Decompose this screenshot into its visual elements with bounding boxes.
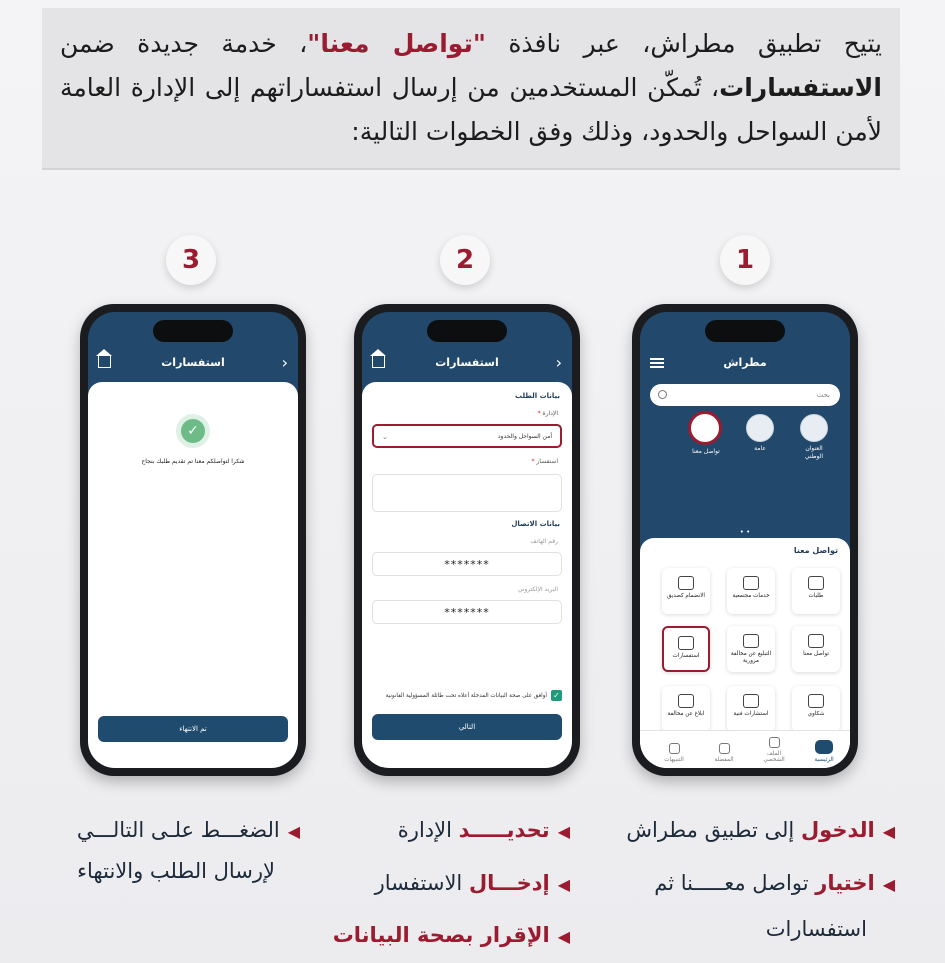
- bottom-navigation: [640, 730, 850, 768]
- consent-text: أوافق على صحة البيانات المدخلة أعلاه تحت طائلة المسؤولية القانونية: [385, 693, 547, 699]
- bullet-arrow-icon: ◀: [287, 822, 300, 841]
- phone-step-2: [354, 304, 580, 776]
- success-check-icon: ✓: [176, 414, 210, 448]
- chevron-down-icon: ⌄: [382, 433, 388, 441]
- phone1-content-panel: [640, 538, 850, 768]
- caption-step3-line2: لإرسال الطلب والانتهاء: [77, 859, 275, 883]
- phone2-topbar: [362, 348, 572, 378]
- chat-bubbles-icon: [688, 411, 722, 445]
- tile-join-as-friend[interactable]: الانضمام كصديق: [662, 568, 710, 614]
- inquiry-textarea[interactable]: [372, 474, 562, 512]
- inquiry-label: استفسار *: [531, 458, 558, 465]
- home-icon: [815, 740, 833, 754]
- carousel-dots: • •: [739, 528, 751, 536]
- caption-step2-line2: ◀إدخـــال الاستفسار: [374, 871, 570, 895]
- search-icon: [658, 390, 667, 399]
- tile-report-violation[interactable]: ابلاغ عن مخالفة: [662, 686, 710, 732]
- quick-item-contact-us[interactable]: تواصل معنا: [690, 414, 722, 456]
- nav-home[interactable]: الرئيسية: [806, 740, 842, 763]
- people-icon: [678, 576, 694, 590]
- search-placeholder: بحث: [816, 391, 830, 399]
- phone-notch: [153, 320, 233, 342]
- next-button[interactable]: التالي: [372, 714, 562, 740]
- document-icon: [743, 694, 759, 708]
- tile-traffic-violation[interactable]: التبليغ عن مخالفة مرورية: [727, 626, 775, 672]
- bullet-arrow-icon: ◀: [882, 875, 895, 894]
- hamburger-menu-icon[interactable]: [650, 358, 664, 368]
- phone-chat-icon: [808, 634, 824, 648]
- bullet-arrow-icon: ◀: [557, 822, 570, 841]
- finish-button[interactable]: تم الانتهاء: [98, 716, 288, 742]
- intro-box: [42, 8, 900, 170]
- nav-notifications[interactable]: التنبيهات: [656, 743, 692, 763]
- step-number-2: 2: [440, 235, 490, 285]
- contact-data-heading: بيانات الاتصال: [511, 520, 560, 528]
- caption-step2-line1: ◀تحديـــــد الإدارة: [397, 818, 570, 842]
- department-select[interactable]: أمن السواحل والحدود ⌄: [372, 424, 562, 448]
- bullet-arrow-icon: ◀: [557, 927, 570, 946]
- tile-technical-consultations[interactable]: استشارات فنية: [727, 686, 775, 732]
- phone3-screen: [88, 312, 298, 768]
- question-bubble-icon: [678, 636, 694, 650]
- bullet-arrow-icon: ◀: [882, 822, 895, 841]
- phone-notch: [427, 320, 507, 342]
- globe-icon: [746, 414, 774, 442]
- search-input[interactable]: [650, 384, 840, 406]
- calendar-icon: [678, 694, 694, 708]
- caption-step2-line3: ◀الإقرار بصحة البيانات: [332, 923, 570, 947]
- caption-step1-line3: استفسارات: [765, 917, 867, 941]
- phone-step-3: [80, 304, 306, 776]
- tile-contact-us[interactable]: تواصل معنا: [792, 626, 840, 672]
- tile-requests[interactable]: طلبات: [792, 568, 840, 614]
- phone-label: رقم الهاتف: [530, 538, 558, 545]
- phone-field[interactable]: *******: [372, 552, 562, 576]
- bullet-arrow-icon: ◀: [557, 875, 570, 894]
- consent-checkbox[interactable]: ✓: [551, 690, 562, 701]
- phone2-screen: [362, 312, 572, 768]
- tile-inquiries[interactable]: استفسارات: [662, 626, 710, 672]
- consent-row: [372, 690, 562, 702]
- app-title: مطراش: [723, 356, 767, 369]
- tile-community-services[interactable]: خدمات مجتمعية: [727, 568, 775, 614]
- bookmark-icon: [719, 743, 730, 754]
- nav-profile[interactable]: الملف الشخصي: [756, 737, 792, 763]
- report-icon: [743, 634, 759, 648]
- home-icon[interactable]: [372, 356, 385, 368]
- quick-item-national-address[interactable]: العنوان الوطني: [798, 414, 830, 461]
- home-icon[interactable]: [98, 356, 111, 368]
- step-number-3: 3: [166, 235, 216, 285]
- megaphone-icon: [808, 694, 824, 708]
- back-chevron-icon[interactable]: ‹: [555, 353, 562, 372]
- phone3-topbar: [88, 348, 298, 378]
- back-chevron-icon[interactable]: ‹: [281, 353, 288, 372]
- clipboard-icon: [808, 576, 824, 590]
- intro-highlight: "تواصل معنا": [307, 29, 486, 58]
- step-number-1: 1: [720, 235, 770, 285]
- screen-title: استفسارات: [435, 356, 499, 369]
- caption-step1-line2: ◀اختيار تواصل معـــــنا ثم: [654, 871, 895, 895]
- intro-bold-word: الاستفسارات: [719, 73, 882, 102]
- phone2-form-panel: [362, 382, 572, 768]
- intro-text: يتيح تطبيق مطراش، عبر نافذة "تواصل معنا"، خدمة جديدة ضمن الاستفسارات، تُمكّن المستخدمين من إرسال استفساراتهم إلى الإدارة العامة لأمن السواحل والحدود، وذلك وفق الخطوات التالية:: [60, 29, 882, 146]
- phone1-topbar: [640, 348, 850, 378]
- email-field[interactable]: *******: [372, 600, 562, 624]
- department-label: الإدارة *: [537, 410, 558, 417]
- bell-icon: [669, 743, 680, 754]
- nav-favorites[interactable]: المفضلة: [706, 743, 742, 763]
- tile-complaints[interactable]: شكاوي: [792, 686, 840, 732]
- user-icon: [769, 737, 780, 748]
- success-message: شكرا لتواصلكم معنا تم تقديم طلبك بنجاح: [141, 458, 245, 465]
- email-label: البريد الإلكتروني: [517, 586, 558, 593]
- section-title: تواصل معنا: [793, 546, 838, 555]
- screen-title: استفسارات: [161, 356, 225, 369]
- caption-step1-line1: ◀الدخول إلى تطبيق مطراش: [626, 818, 895, 842]
- quick-item-general[interactable]: عامة: [744, 414, 776, 453]
- caption-step3-line1: ◀الضغـــط علـى التالـــي: [76, 818, 300, 842]
- phone1-screen: [640, 312, 850, 768]
- phone-step-1: [632, 304, 858, 776]
- gears-icon: [743, 576, 759, 590]
- request-data-heading: بيانات الطلب: [515, 392, 560, 400]
- phone-notch: [705, 320, 785, 342]
- map-icon: [800, 414, 828, 442]
- phone3-content-panel: [88, 382, 298, 768]
